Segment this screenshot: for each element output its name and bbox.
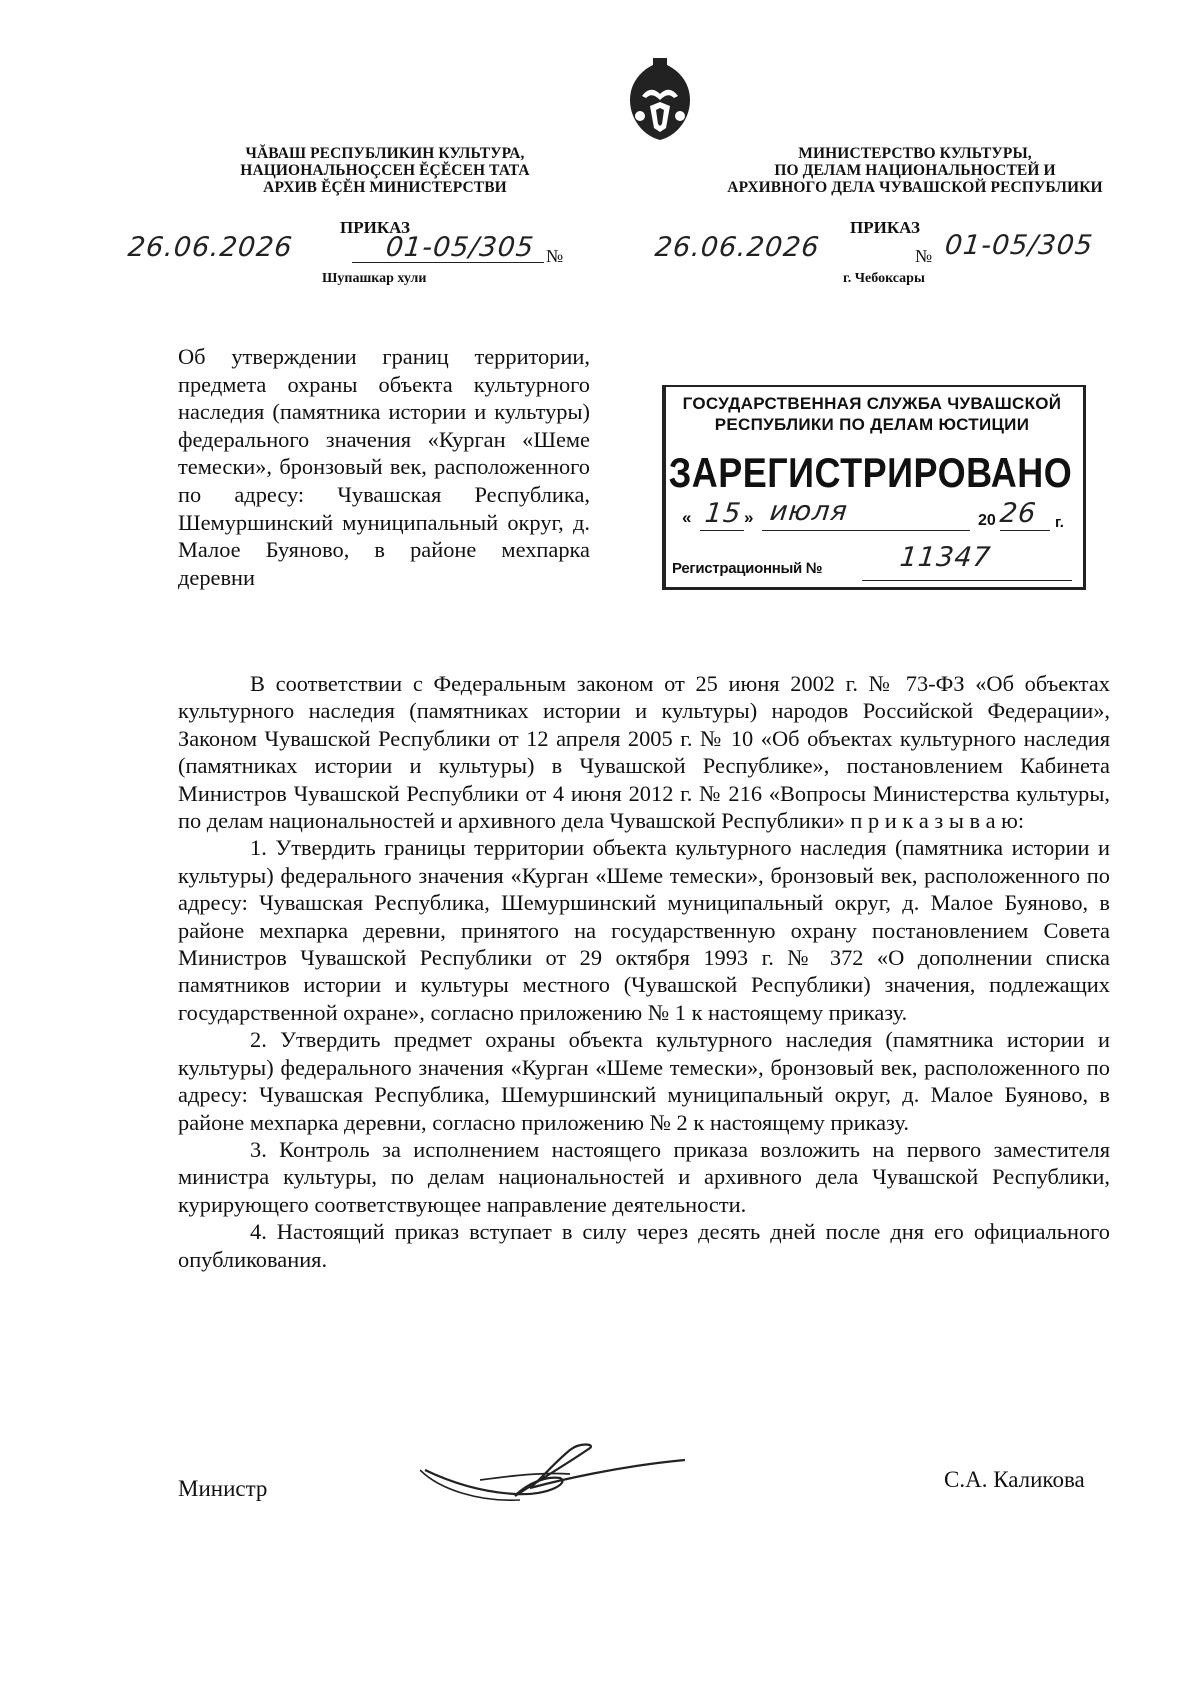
handwritten-signature [420,1420,690,1530]
preamble: В соответствии с Федеральным законом от 25 июня 2002 г. № 73-ФЗ «Об объектах культурного наследия (памятниках истории и культуры) народов Российской Федерации», Законом Чувашской Республики от 12 апреля 2005 г. № 10 «Об объектах культурного наследия (памятниках истории и культуры) в Чувашской Республике», постановлением Кабинета Министров Чувашской Республики от 4 июня 2012 г. № 216 «Вопросы Министерства культуры, по делам национальностей и архивного дела Чувашской Республики» п р и к а з ы в а ю: [178,671,1110,834]
doc-type-right: ПРИКАЗ [850,218,920,237]
number-underline-left [352,262,544,263]
header-right-line: МИНИСТЕРСТВО КУЛЬТУРЫ, [798,145,1032,162]
handwritten-number-right: 01-05/305 [943,230,1095,261]
order-item: 4. Настоящий приказ вступает в силу через десять дней после дня его официального опубликования. [178,1219,1110,1272]
order-item: 3. Контроль за исполнением настоящего приказа возложить на первого заместителя министра культуры, по делам национальностей и архивного дела Чувашской Республики, курирующего соответствующее направление деятельности. [178,1136,1110,1217]
header-left [215,145,555,196]
place-left: Шупашкар хули [322,271,427,286]
order-item: 1. Утвердить границы территории объекта культурного наследия (памятника истории и культуры) федерального значения «Курган «Шеме темески», бронзовый век, расположенного по адресу: Чувашская Республика, Шемуршинский муниципальный округ, д. Малое Буяново, в районе мехпарка деревни, принятого на государственную охрану постановлением Совета Министров Чувашской Республики от 29 октября 1993 г. № 372 «О дополнении списка памятников истории и культуры местного (Чувашской Республики) значения, подлежащих государственной охране», согласно приложению № 1 к настоящему приказу. [178,835,1110,1025]
header-left-line: НАЦИОНАЛЬНОÇСЕН ĔÇĔСЕН ТАТА [240,162,530,179]
document-body [178,670,1110,1273]
stamp-day: 15 [703,498,743,529]
stamp-reg-label: Регистрационный № [672,560,823,577]
doc-type-left: ПРИКАЗ [340,218,410,237]
place-right: г. Чебоксары [843,271,925,286]
stamp-year-prefix: 20 [978,512,996,529]
header-right-line: ПО ДЕЛАМ НАЦИОНАЛЬНОСТЕЙ И [774,162,1056,179]
header-left-line: АРХИВ ĔÇĔН МИНИСТЕРСТВИ [263,179,507,196]
stamp-year: 26 [998,498,1038,529]
stamp-day-line [700,530,744,531]
number-sign-right: № [915,246,933,266]
stamp-line: ГОСУДАРСТВЕННАЯ СЛУЖБА ЧУВАШСКОЙ [682,394,1062,413]
header-left-line: ЧĂВАШ РЕСПУБЛИКИН КУЛЬТУРА, [245,145,525,162]
document-title: Об утверждении границ территории, предмета охраны объекта культурного наследия (памятника истории и культуры) федерального значения «Курган «Шеме темески», бронзовый век, расположенного по адресу: Чувашская Республика, Шемуршинский муниципальный округ, д. Малое Буяново, в районе мехпарка деревни [178,344,590,590]
stamp-header [672,393,1072,435]
stamp-reg-number: 11347 [898,542,993,573]
stamp-year-line [1000,530,1050,531]
handwritten-date-left: 26.06.2026 [126,232,295,263]
stamp-month-line [762,530,970,531]
stamp-month: июля [768,496,850,527]
header-right [695,145,1135,196]
stamp-quote-close: » [744,508,754,527]
number-sign-left: № [546,246,564,266]
order-item: 2. Утвердить предмет охраны объекта культурного наследия (памятника истории и культуры) федерального значения «Курган «Шеме темески», бронзовый век, расположенного по адресу: Чувашская Республика, Шемуршинский муниципальный округ, д. Малое Буяново, в районе мехпарка деревни, согласно приложению № 2 к настоящему приказу. [178,1027,1110,1135]
stamp-quote-open: « [682,508,692,527]
header-right-line: АРХИВНОГО ДЕЛА ЧУВАШСКОЙ РЕСПУБЛИКИ [727,179,1103,196]
coat-of-arms-icon [620,58,700,142]
stamp-line: РЕСПУБЛИКИ ПО ДЕЛАМ ЮСТИЦИИ [714,415,1030,434]
stamp-reg-line [862,580,1072,581]
handwritten-date-right: 26.06.2026 [653,232,822,263]
signer-position: Министр [178,1476,268,1501]
signer-name: С.А. Каликова [944,1467,1085,1492]
stamp-status: ЗАРЕГИСТРИРОВАНО [668,448,1073,496]
handwritten-number-left: 01-05/305 [384,232,536,263]
stamp-year-suffix: г. [1055,514,1064,531]
